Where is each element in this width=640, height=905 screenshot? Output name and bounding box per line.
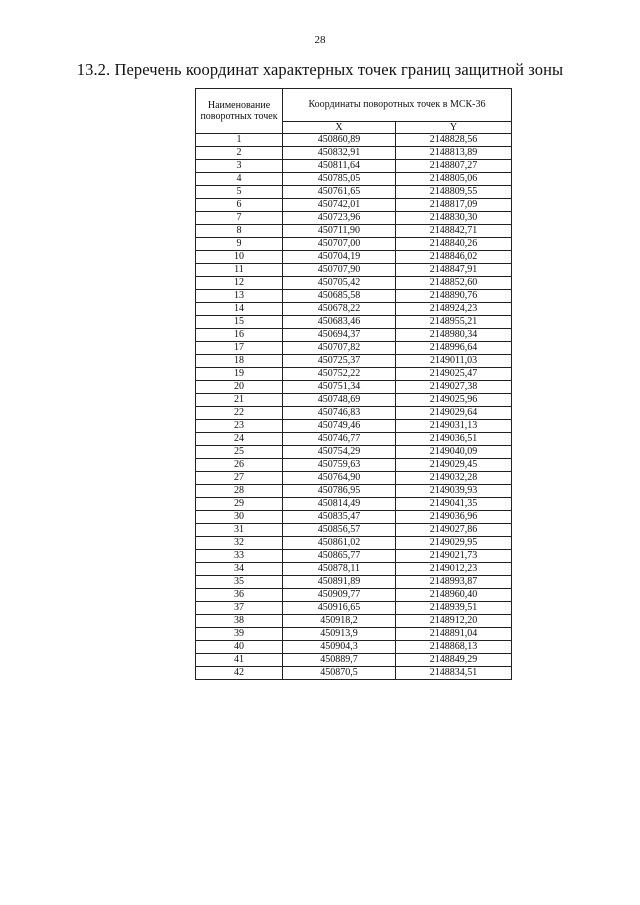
y-coordinate-cell: 2149029,95 <box>396 537 512 550</box>
point-number-cell: 16 <box>196 329 283 342</box>
point-number-cell: 30 <box>196 511 283 524</box>
point-number-cell: 1 <box>196 134 283 147</box>
table-row <box>196 251 512 264</box>
y-coordinate-cell: 2148868,13 <box>396 641 512 654</box>
table-row <box>196 628 512 641</box>
header-x: X <box>283 122 396 134</box>
table-row <box>196 511 512 524</box>
y-coordinate-cell: 2148830,30 <box>396 212 512 225</box>
y-coordinate-cell: 2149040,09 <box>396 446 512 459</box>
x-coordinate-cell: 450759,63 <box>283 459 396 472</box>
y-coordinate-cell: 2149025,47 <box>396 368 512 381</box>
point-number-cell: 12 <box>196 277 283 290</box>
x-coordinate-cell: 450878,11 <box>283 563 396 576</box>
table-row <box>196 433 512 446</box>
y-coordinate-cell: 2149036,51 <box>396 433 512 446</box>
point-number-cell: 18 <box>196 355 283 368</box>
point-number-cell: 23 <box>196 420 283 433</box>
x-coordinate-cell: 450861,02 <box>283 537 396 550</box>
x-coordinate-cell: 450707,90 <box>283 264 396 277</box>
x-coordinate-cell: 450786,95 <box>283 485 396 498</box>
table-row <box>196 420 512 433</box>
x-coordinate-cell: 450856,57 <box>283 524 396 537</box>
point-number-cell: 6 <box>196 199 283 212</box>
point-number-cell: 5 <box>196 186 283 199</box>
point-number-cell: 22 <box>196 407 283 420</box>
point-number-cell: 38 <box>196 615 283 628</box>
table-row <box>196 173 512 186</box>
point-number-cell: 41 <box>196 654 283 667</box>
table-row <box>196 264 512 277</box>
table-row <box>196 446 512 459</box>
table-row <box>196 485 512 498</box>
y-coordinate-cell: 2148852,60 <box>396 277 512 290</box>
x-coordinate-cell: 450785,05 <box>283 173 396 186</box>
point-number-cell: 39 <box>196 628 283 641</box>
y-coordinate-cell: 2148939,51 <box>396 602 512 615</box>
x-coordinate-cell: 450723,96 <box>283 212 396 225</box>
y-coordinate-cell: 2148891,04 <box>396 628 512 641</box>
point-number-cell: 28 <box>196 485 283 498</box>
table-row <box>196 316 512 329</box>
point-number-cell: 32 <box>196 537 283 550</box>
x-coordinate-cell: 450913,9 <box>283 628 396 641</box>
point-number-cell: 34 <box>196 563 283 576</box>
point-number-cell: 40 <box>196 641 283 654</box>
point-number-cell: 24 <box>196 433 283 446</box>
coordinates-table <box>195 88 512 680</box>
table-row <box>196 602 512 615</box>
point-number-cell: 4 <box>196 173 283 186</box>
table-row <box>196 654 512 667</box>
x-coordinate-cell: 450860,89 <box>283 134 396 147</box>
y-coordinate-cell: 2148840,26 <box>396 238 512 251</box>
point-number-cell: 36 <box>196 589 283 602</box>
x-coordinate-cell: 450870,5 <box>283 667 396 680</box>
point-number-cell: 37 <box>196 602 283 615</box>
point-number-cell: 10 <box>196 251 283 264</box>
table-row <box>196 212 512 225</box>
x-coordinate-cell: 450835,47 <box>283 511 396 524</box>
point-number-cell: 21 <box>196 394 283 407</box>
table-row <box>196 134 512 147</box>
table-row <box>196 498 512 511</box>
table-row <box>196 394 512 407</box>
section-heading: 13.2. Перечень координат характерных точек границ защитной зоны <box>76 60 564 79</box>
y-coordinate-cell: 2149027,38 <box>396 381 512 394</box>
point-number-cell: 14 <box>196 303 283 316</box>
y-coordinate-cell: 2149011,03 <box>396 355 512 368</box>
y-coordinate-cell: 2148924,23 <box>396 303 512 316</box>
table-row <box>196 537 512 550</box>
point-number-cell: 15 <box>196 316 283 329</box>
x-coordinate-cell: 450725,37 <box>283 355 396 368</box>
table-row <box>196 589 512 602</box>
x-coordinate-cell: 450909,77 <box>283 589 396 602</box>
point-number-cell: 13 <box>196 290 283 303</box>
table-row <box>196 407 512 420</box>
point-number-cell: 9 <box>196 238 283 251</box>
page-number: 28 <box>314 34 326 46</box>
table-row <box>196 290 512 303</box>
x-coordinate-cell: 450748,69 <box>283 394 396 407</box>
point-number-cell: 27 <box>196 472 283 485</box>
x-coordinate-cell: 450751,34 <box>283 381 396 394</box>
table-row <box>196 667 512 680</box>
table-row <box>196 381 512 394</box>
point-number-cell: 42 <box>196 667 283 680</box>
x-coordinate-cell: 450764,90 <box>283 472 396 485</box>
y-coordinate-cell: 2149031,13 <box>396 420 512 433</box>
y-coordinate-cell: 2149021,73 <box>396 550 512 563</box>
y-coordinate-cell: 2148834,51 <box>396 667 512 680</box>
y-coordinate-cell: 2149029,64 <box>396 407 512 420</box>
x-coordinate-cell: 450916,65 <box>283 602 396 615</box>
y-coordinate-cell: 2148805,06 <box>396 173 512 186</box>
x-coordinate-cell: 450685,58 <box>283 290 396 303</box>
y-coordinate-cell: 2148960,40 <box>396 589 512 602</box>
x-coordinate-cell: 450754,29 <box>283 446 396 459</box>
y-coordinate-cell: 2149032,28 <box>396 472 512 485</box>
y-coordinate-cell: 2148828,56 <box>396 134 512 147</box>
y-coordinate-cell: 2148813,89 <box>396 147 512 160</box>
y-coordinate-cell: 2148847,91 <box>396 264 512 277</box>
header-point-name: Наименование поворотных точек <box>196 89 283 134</box>
point-number-cell: 29 <box>196 498 283 511</box>
y-coordinate-cell: 2149012,23 <box>396 563 512 576</box>
y-coordinate-cell: 2148993,87 <box>396 576 512 589</box>
table-row <box>196 199 512 212</box>
point-number-cell: 25 <box>196 446 283 459</box>
header-coordinates: Координаты поворотных точек в МСК-36 <box>283 89 512 122</box>
x-coordinate-cell: 450746,83 <box>283 407 396 420</box>
x-coordinate-cell: 450811,64 <box>283 160 396 173</box>
point-number-cell: 2 <box>196 147 283 160</box>
x-coordinate-cell: 450683,46 <box>283 316 396 329</box>
y-coordinate-cell: 2149041,35 <box>396 498 512 511</box>
y-coordinate-cell: 2148842,71 <box>396 225 512 238</box>
point-number-cell: 7 <box>196 212 283 225</box>
x-coordinate-cell: 450678,22 <box>283 303 396 316</box>
header-y: Y <box>396 122 512 134</box>
coordinates-table-body <box>196 134 512 680</box>
x-coordinate-cell: 450707,82 <box>283 342 396 355</box>
x-coordinate-cell: 450865,77 <box>283 550 396 563</box>
table-row <box>196 524 512 537</box>
table-row <box>196 615 512 628</box>
table-row <box>196 550 512 563</box>
x-coordinate-cell: 450889,7 <box>283 654 396 667</box>
y-coordinate-cell: 2148890,76 <box>396 290 512 303</box>
x-coordinate-cell: 450891,89 <box>283 576 396 589</box>
y-coordinate-cell: 2148846,02 <box>396 251 512 264</box>
table-row <box>196 186 512 199</box>
x-coordinate-cell: 450918,2 <box>283 615 396 628</box>
y-coordinate-cell: 2148996,64 <box>396 342 512 355</box>
x-coordinate-cell: 450832,91 <box>283 147 396 160</box>
x-coordinate-cell: 450746,77 <box>283 433 396 446</box>
y-coordinate-cell: 2148980,34 <box>396 329 512 342</box>
table-row <box>196 329 512 342</box>
x-coordinate-cell: 450814,49 <box>283 498 396 511</box>
x-coordinate-cell: 450904,3 <box>283 641 396 654</box>
table-row <box>196 238 512 251</box>
y-coordinate-cell: 2149029,45 <box>396 459 512 472</box>
table-row <box>196 277 512 290</box>
point-number-cell: 26 <box>196 459 283 472</box>
table-row <box>196 563 512 576</box>
table-row <box>196 368 512 381</box>
table-row <box>196 225 512 238</box>
table-row <box>196 459 512 472</box>
y-coordinate-cell: 2148912,20 <box>396 615 512 628</box>
y-coordinate-cell: 2149027,86 <box>396 524 512 537</box>
point-number-cell: 17 <box>196 342 283 355</box>
y-coordinate-cell: 2148817,09 <box>396 199 512 212</box>
table-row <box>196 342 512 355</box>
table-row <box>196 472 512 485</box>
x-coordinate-cell: 450707,00 <box>283 238 396 251</box>
x-coordinate-cell: 450752,22 <box>283 368 396 381</box>
table-row <box>196 576 512 589</box>
point-number-cell: 11 <box>196 264 283 277</box>
x-coordinate-cell: 450742,01 <box>283 199 396 212</box>
x-coordinate-cell: 450749,46 <box>283 420 396 433</box>
x-coordinate-cell: 450704,19 <box>283 251 396 264</box>
point-number-cell: 33 <box>196 550 283 563</box>
x-coordinate-cell: 450761,65 <box>283 186 396 199</box>
table-row <box>196 147 512 160</box>
y-coordinate-cell: 2148807,27 <box>396 160 512 173</box>
point-number-cell: 3 <box>196 160 283 173</box>
x-coordinate-cell: 450705,42 <box>283 277 396 290</box>
point-number-cell: 35 <box>196 576 283 589</box>
point-number-cell: 31 <box>196 524 283 537</box>
y-coordinate-cell: 2149036,96 <box>396 511 512 524</box>
y-coordinate-cell: 2149025,96 <box>396 394 512 407</box>
y-coordinate-cell: 2148849,29 <box>396 654 512 667</box>
y-coordinate-cell: 2149039,93 <box>396 485 512 498</box>
table-row <box>196 160 512 173</box>
x-coordinate-cell: 450711,90 <box>283 225 396 238</box>
table-row <box>196 303 512 316</box>
y-coordinate-cell: 2148955,21 <box>396 316 512 329</box>
point-number-cell: 8 <box>196 225 283 238</box>
point-number-cell: 19 <box>196 368 283 381</box>
table-row <box>196 355 512 368</box>
point-number-cell: 20 <box>196 381 283 394</box>
table-row <box>196 641 512 654</box>
y-coordinate-cell: 2148809,55 <box>396 186 512 199</box>
x-coordinate-cell: 450694,37 <box>283 329 396 342</box>
